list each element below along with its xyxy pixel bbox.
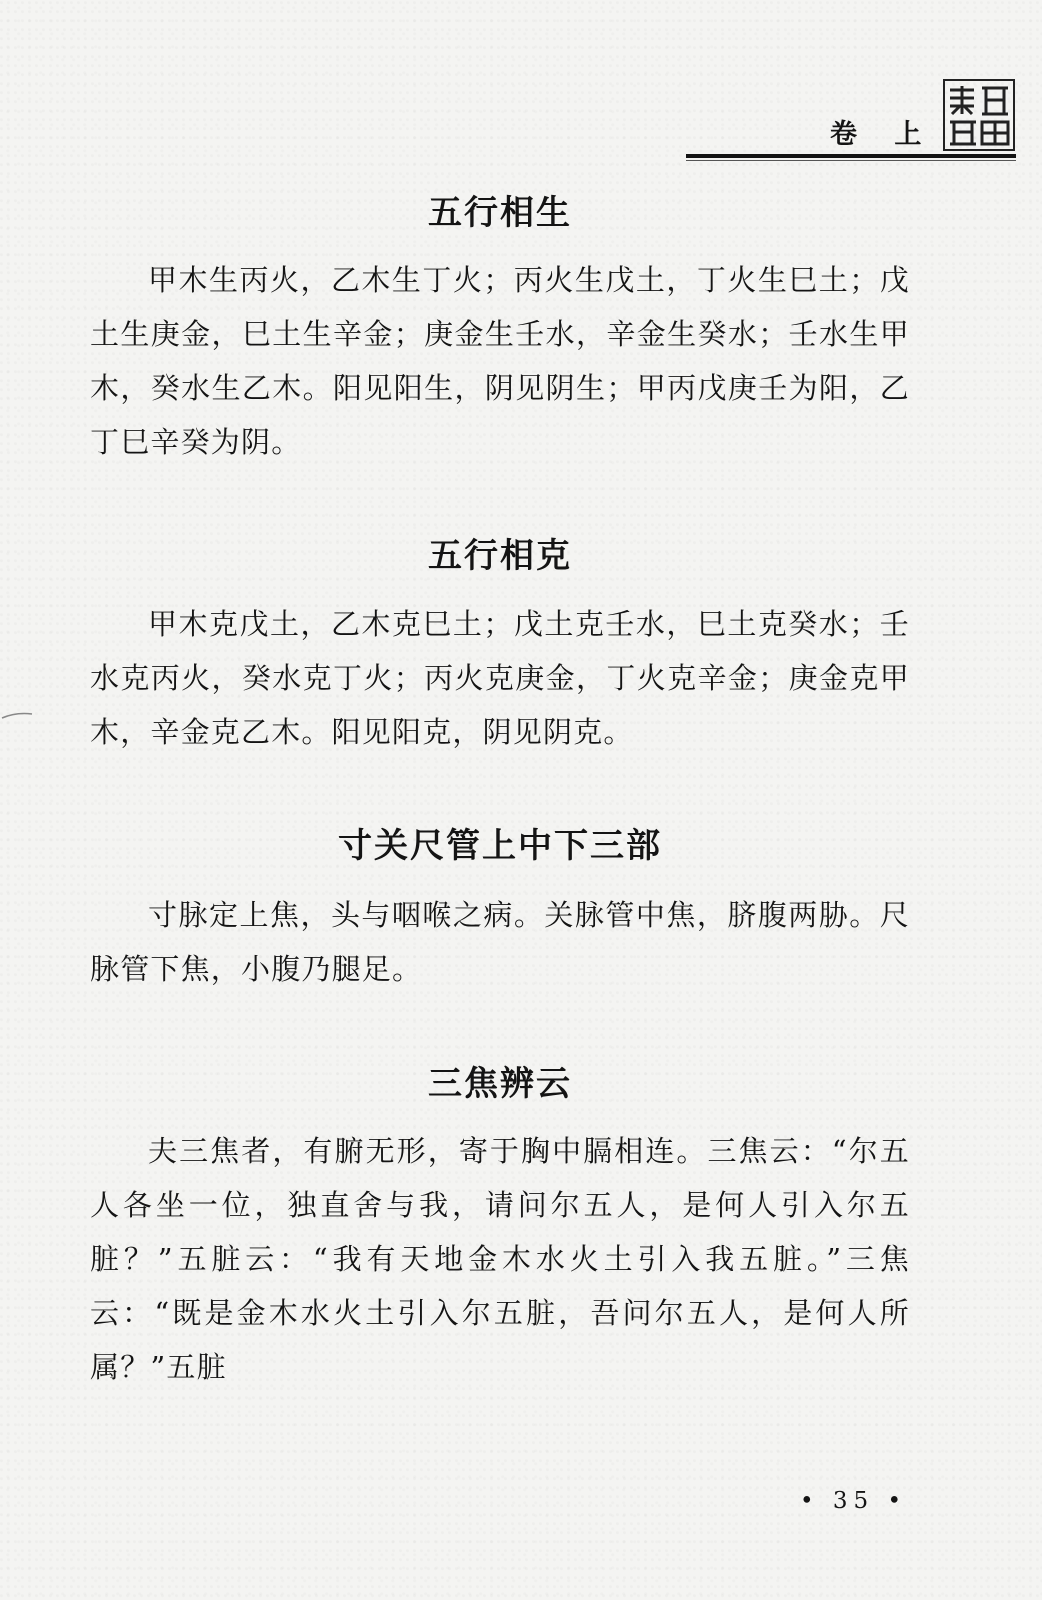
section-body: 甲木克戊土，乙木克巳土；戊土克壬水，巳土克癸水；壬水克丙火，癸水克丁火；丙火克庚金，丁火克辛金；庚金克甲木，辛金克乙木。阳见阳克，阴见阴克。: [90, 607, 910, 749]
header-rule-thin: [686, 160, 1016, 161]
header-rule: [686, 154, 1016, 158]
section-body: 夫三焦者，有腑无形，寄于胸中膈相连。三焦云：“尔五人各坐一位，独直舍与我，请问尔五人，是何人引入尔五脏？”五脏云：“我有天地金木水火土引入我五脏。”三焦云：“既是金木水火土引入尔五脏，吾问尔五人，是何人所属？”五脏: [90, 1134, 910, 1384]
seal-stamp-icon: [942, 78, 1016, 152]
page-number: • 35 •: [800, 1488, 908, 1514]
section-title: 寸关尺管上中下三部: [338, 826, 662, 866]
running-header: 卷 上: [830, 119, 936, 150]
section-body: 寸脉定上焦，头与咽喉之病。关脉管中焦，脐腹两胁。尺脉管下焦，小腹乃腿足。: [90, 898, 910, 986]
section-title: 五行相克: [428, 536, 572, 576]
section-title: 三焦辨云: [428, 1064, 572, 1104]
margin-scratch-mark: [0, 700, 40, 730]
section-body: 甲木生丙火，乙木生丁火；丙火生戊土，丁火生巳土；戊土生庚金，巳土生辛金；庚金生壬水，辛金生癸水；壬水生甲木，癸水生乙木。阳见阳生，阴见阴生；甲丙戊庚壬为阳，乙丁巳辛癸为阴。: [90, 263, 910, 459]
section-title: 五行相生: [428, 193, 572, 233]
